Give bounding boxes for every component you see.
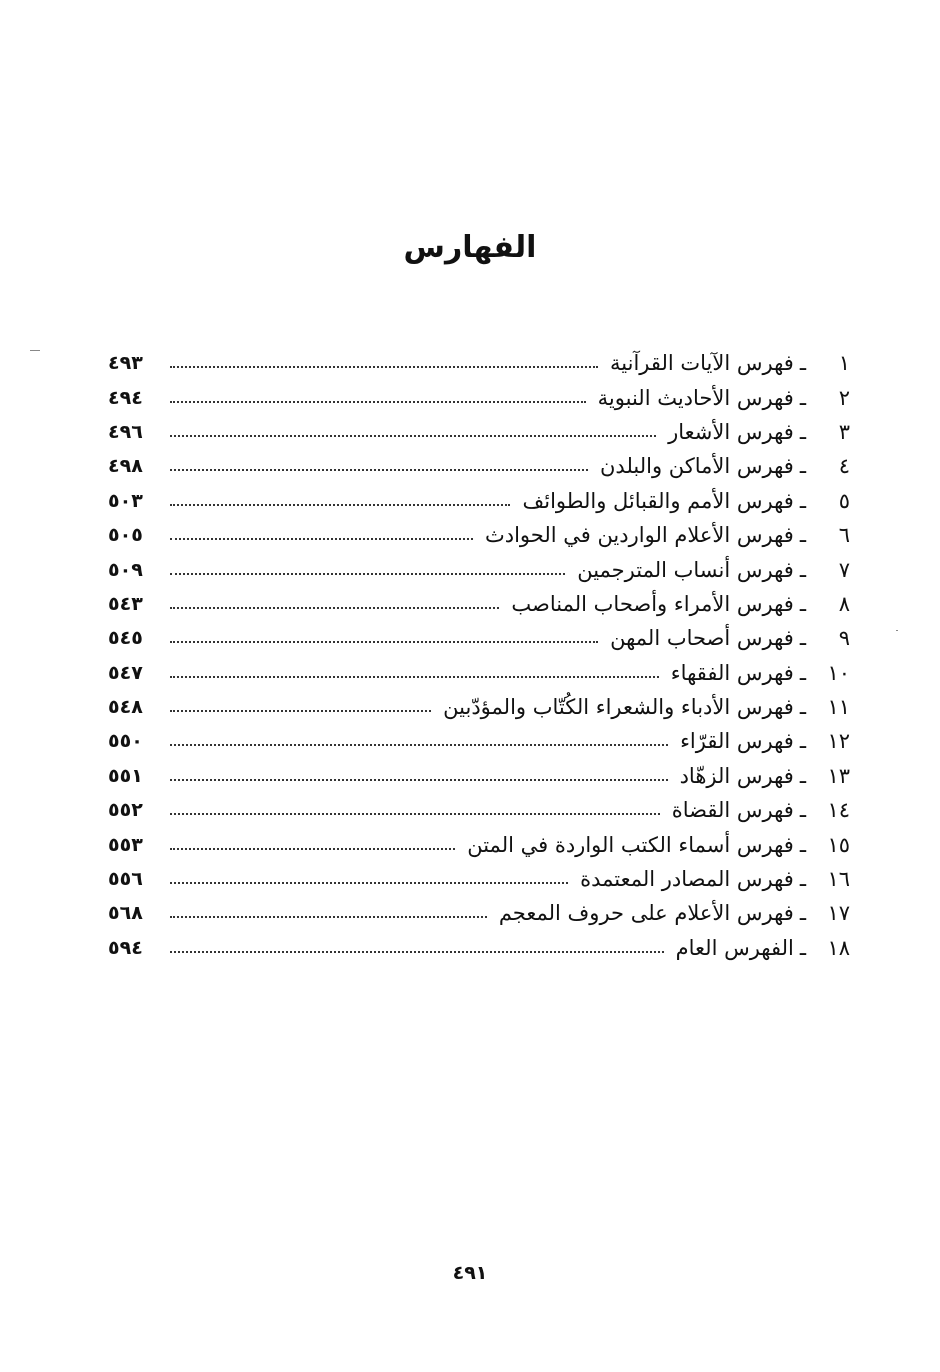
toc-entry <box>108 415 850 449</box>
toc-entry-number: ٧ <box>838 557 850 582</box>
dotted-leader <box>170 779 668 781</box>
toc-entry-page: ٥٥٣ <box>108 833 143 856</box>
dotted-leader <box>170 848 455 850</box>
toc-entry-page: ٥٠٥ <box>108 524 143 547</box>
toc-entry-dash: ـ <box>799 763 806 788</box>
toc-entry-number: ١٦ <box>827 867 850 892</box>
toc-entry-dash: ـ <box>799 557 806 582</box>
toc-entry-dash: ـ <box>799 454 806 479</box>
toc-entry-page: ٤٩٦ <box>108 420 143 443</box>
toc-entry <box>108 690 850 724</box>
toc-entry-dash: ـ <box>799 832 806 857</box>
toc-entry-dash: ـ <box>799 729 806 754</box>
toc-entry-page: ٥٥٠ <box>108 730 143 753</box>
page-number: ٤٩١ <box>452 1262 488 1284</box>
dotted-leader <box>170 504 510 506</box>
toc-entry-dash: ـ <box>799 660 806 685</box>
toc-entry-dash: ـ <box>799 867 806 892</box>
margin-mark <box>30 350 40 351</box>
toc-entry-title: فهرس الأمراء وأصحاب المناصب <box>511 591 794 616</box>
toc-entry <box>108 552 850 586</box>
toc-entry-page: ٥٥٢ <box>108 799 143 822</box>
toc-entry-title: فهرس المصادر المعتمدة <box>580 867 794 892</box>
toc-entry-page: ٥٦٨ <box>108 902 143 925</box>
toc-entry-title: فهرس الزهّاد <box>679 763 794 788</box>
toc-entry-number: ١ <box>838 351 850 376</box>
toc-entry-title: فهرس الآيات القرآنية <box>610 351 794 376</box>
toc-entry <box>108 346 850 380</box>
toc-entry-title: فهرس الفقهاء <box>670 660 794 685</box>
page-title: الفهارس <box>403 230 537 266</box>
dotted-leader <box>170 573 565 575</box>
toc-entry-title: فهرس الأحاديث النبوية <box>597 385 794 410</box>
dotted-leader <box>170 882 568 884</box>
toc-entry <box>108 759 850 793</box>
toc-entry <box>108 449 850 483</box>
toc-entry-dash: ـ <box>799 351 806 376</box>
toc-entry-number: ١٠ <box>827 660 850 685</box>
toc-entry-title: فهرس أسماء الكتب الواردة في المتن <box>467 832 794 857</box>
dotted-leader <box>170 607 499 609</box>
toc-entry-number: ٣ <box>838 419 850 444</box>
toc-entry-number: ١٧ <box>827 901 850 926</box>
toc-entry-title: الفهرس العام <box>675 935 794 960</box>
toc-entry <box>108 827 850 861</box>
toc-entry-title: فهرس الأمم والقبائل والطوائف <box>522 488 794 513</box>
toc-entry-dash: ـ <box>799 385 806 410</box>
toc-entry-page: ٥٤٨ <box>108 696 143 719</box>
toc-entry-title: فهرس أصحاب المهن <box>610 626 794 651</box>
toc-entry-title: فهرس القرّاء <box>680 729 794 754</box>
toc-entry-number: ١٨ <box>827 935 850 960</box>
toc-entry <box>108 724 850 758</box>
dotted-leader <box>170 435 656 437</box>
toc-entry <box>108 380 850 414</box>
toc-entry-number: ٢ <box>838 385 850 410</box>
toc-entry <box>108 896 850 930</box>
dotted-leader <box>170 916 487 918</box>
toc-entry-title: فهرس الأعلام على حروف المعجم <box>498 901 794 926</box>
toc-entry-title: فهرس الأدباء والشعراء الكُتّاب والمؤدّبين <box>443 695 794 720</box>
margin-mark <box>896 630 898 631</box>
toc-entry-number: ١٣ <box>827 763 850 788</box>
toc-entry-page: ٤٩٤ <box>108 386 143 409</box>
dotted-leader <box>170 469 588 471</box>
toc-entry <box>108 621 850 655</box>
toc-entry-dash: ـ <box>799 695 806 720</box>
toc-entry-number: ١١ <box>827 695 850 720</box>
dotted-leader <box>170 710 431 712</box>
toc-entry-dash: ـ <box>799 591 806 616</box>
toc-entry-number: ٩ <box>838 626 850 651</box>
toc-entry-dash: ـ <box>799 901 806 926</box>
toc-entry-dash: ـ <box>799 523 806 548</box>
dotted-leader <box>170 951 664 953</box>
toc-entry-dash: ـ <box>799 798 806 823</box>
toc-entry-title: فهرس الأشعار <box>668 419 794 444</box>
toc-entry-number: ٨ <box>838 591 850 616</box>
toc-entry-title: فهرس القضاة <box>671 798 794 823</box>
table-of-contents <box>108 346 850 965</box>
toc-entry-number: ١٥ <box>827 832 850 857</box>
toc-entry-number: ١٢ <box>827 729 850 754</box>
dotted-leader <box>170 744 668 746</box>
toc-entry-dash: ـ <box>799 626 806 651</box>
toc-entry-title: فهرس أنساب المترجمين <box>577 557 794 582</box>
dotted-leader <box>170 401 586 403</box>
toc-entry-page: ٥٤٥ <box>108 627 143 650</box>
dotted-leader <box>170 538 473 540</box>
toc-entry-number: ١٤ <box>827 798 850 823</box>
toc-entry-page: ٥٤٣ <box>108 592 143 615</box>
dotted-leader <box>170 641 598 643</box>
toc-entry <box>108 793 850 827</box>
dotted-leader <box>170 366 598 368</box>
toc-entry-dash: ـ <box>799 488 806 513</box>
toc-entry-number: ٤ <box>838 454 850 479</box>
toc-entry-page: ٥٥١ <box>108 764 143 787</box>
toc-entry-number: ٦ <box>838 523 850 548</box>
toc-entry-dash: ـ <box>799 419 806 444</box>
dotted-leader <box>170 813 660 815</box>
toc-entry <box>108 518 850 552</box>
toc-entry-dash: ـ <box>799 935 806 960</box>
toc-entry-page: ٥٥٦ <box>108 868 143 891</box>
toc-entry <box>108 587 850 621</box>
toc-entry <box>108 862 850 896</box>
toc-entry-page: ٥٤٧ <box>108 661 143 684</box>
toc-entry-page: ٥٠٣ <box>108 489 143 512</box>
toc-entry-title: فهرس الأماكن والبلدن <box>600 454 794 479</box>
toc-entry-number: ٥ <box>838 488 850 513</box>
toc-entry-page: ٥٠٩ <box>108 558 143 581</box>
toc-entry-page: ٤٩٨ <box>108 455 143 478</box>
toc-entry <box>108 484 850 518</box>
dotted-leader <box>170 676 659 678</box>
toc-entry-title: فهرس الأعلام الواردين في الحوادث <box>484 523 794 548</box>
toc-entry <box>108 656 850 690</box>
toc-entry-page: ٤٩٣ <box>108 352 143 375</box>
toc-entry-page: ٥٩٤ <box>108 936 143 959</box>
toc-entry <box>108 931 850 965</box>
